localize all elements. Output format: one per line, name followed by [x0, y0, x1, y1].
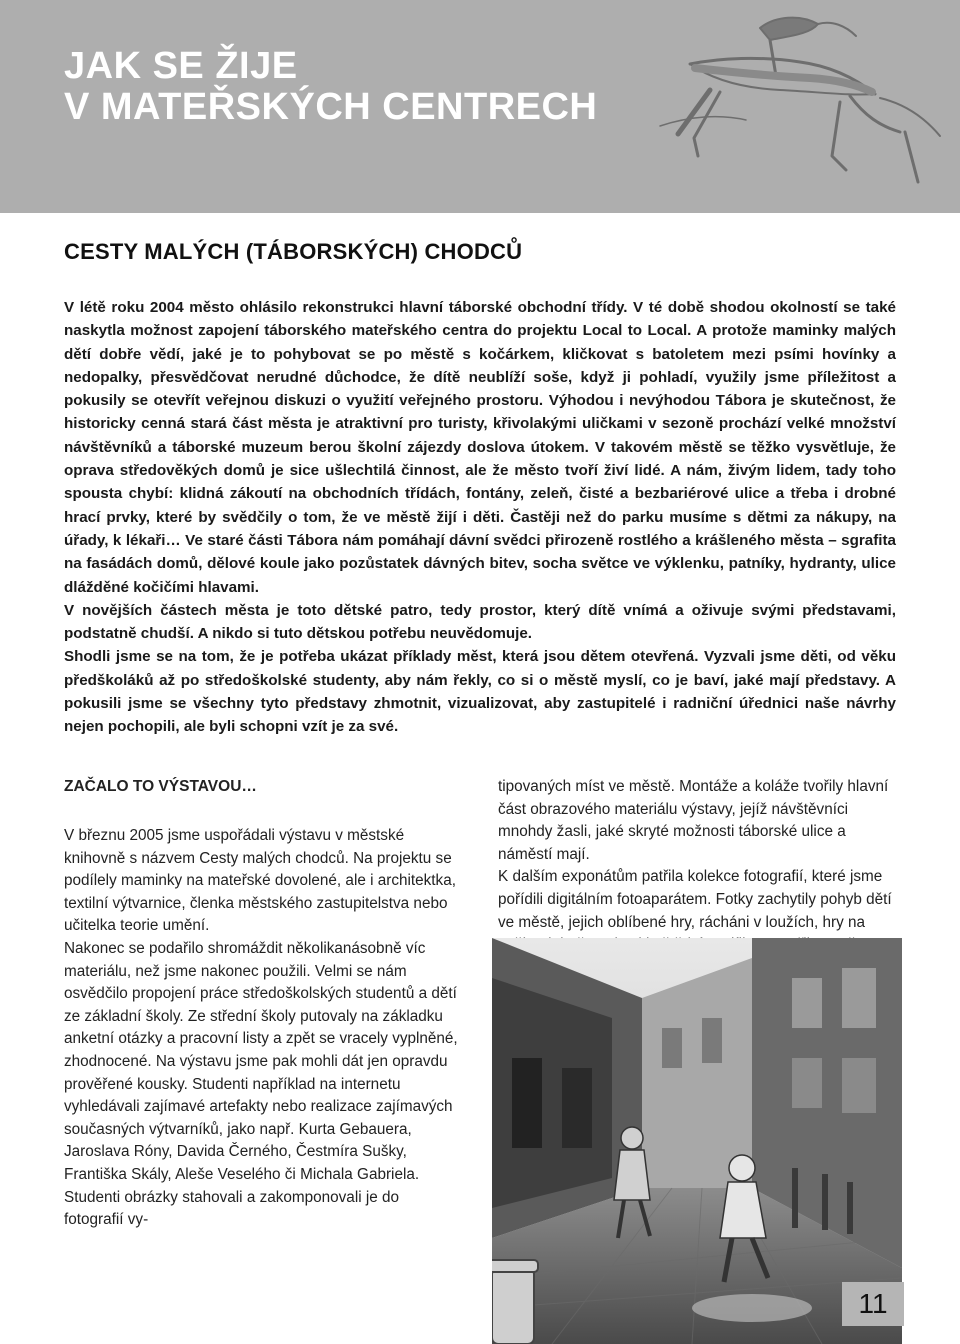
intro-text	[64, 296, 896, 739]
section-title: CESTY MALÝCH (TÁBORSKÝCH) CHODCŮ	[64, 239, 523, 264]
left-paragraph-1: V březnu 2005 jsme uspořádali výstavu v městské knihovně s názvem Cesty malých chodců. Na projektu se podílely maminky na mateřské dovolené, ale i architektka, textilní výtvarnice, členka městského zastupitelstva nebo učitelka teorie umění.	[64, 827, 456, 935]
right-paragraph-2: K dalším exponátům patřila kolekce fotografií, které jsme pořídili digitálním fotoaparátem. Fotky zachytily pohyb dětí ve městě, jejich oblíbené hry, rácháni v loužích, hry na	[498, 868, 892, 931]
intro-paragraph-2: V novějších částech města je toto dětské patro, tedy prostor, který dítě vnímá a oživuje svými představami, podstatně chudší. A nikdo si tuto dětskou potřebu neuvědomuje.	[64, 601, 896, 643]
right-paragraph-1: tipovaných míst ve městě. Montáže a koláže tvořily hlavní část obrazového materiálu výstavy, jejíž návštěvníci mnohdy žasli, jaké skryté možnosti táborské ulice a náměstí mají.	[498, 778, 889, 863]
intro-paragraph-1: V létě roku 2004 město ohlásilo rekonstrukci hlavní táborské obchodní třídy. V té době shodou okolností se také naskytla možnost zapojení táborského mateřského centra do projektu Local to Local. A protože maminky malých dětí dobře vědí, jaké je to pohybovat se po městě s kočárkem, kličkovat s batoletem mezi psími hovínky a nedopalky, přesvědčovat nerudné důchodce, že dítě neublíží soše, když ji pohladí, využily jsme příležitost a pokusily se otevřít veřejnou diskuzi o využití veřejného prostoru. Výhodou i nevýhodou Tábora je skutečnost, že historicky cenná stará část města je atraktivní pro turisty, křivolakými uličkami v sezoně prochází velké množství návštěvníků a táborské muzeum berou školní zájezdy doslova útokem. V takovém městě se těžko vysvětluje, že oprava středověkých domů je sice ušlechtilá činnost, ale že město tvoří živí lidé. A nám, živým lidem, tady toho spousta chybí: klidná zákoutí na obchodních třídách, fontány, zeleň, čisté a bezbariérové ulice a třeba i drobné hrací prvky, které by svědčily o tom, že ve městě žijí i děti. Častěji než do parku musíme s dětmi za nákupy, na úřady, k lékaři… Ve staré části Tábora nám pomáhají dávní svědci přirozeně rostlého a krášleného města – sgrafita na fasádách domů, dělové koule jako pozůstatek dávných bitev, socha světce ve výklenku, patníky, hydranty, ulice dlážděné kočičími hlavami.	[64, 299, 896, 596]
page-number-box	[842, 1282, 904, 1326]
figure-doodle-illustration	[650, 6, 960, 206]
title-line-2: V MATEŘSKÝCH CENTRECH	[64, 86, 598, 128]
children-street-photo	[492, 938, 902, 1344]
left-paragraph-2: Nakonec se podařilo shromáždit několikanásobně víc materiálu, než jsme nakonec použili. Velmi se nám osvědčilo propojení práce středoškolských studentů a dětí ze základní školy. Ze střední školy putovaly na základku anketní otázky a pracovní listy a zpět se vracely vyplněné, zhodnocené. Na výstavu jsme pak mohli dát jen opravdu prověřené kousky. Studenti například na internetu vyhledávali zajímavé artefakty nebo realizace zajímavých současných výtvarníků, jako např. Kurta Gebauera, Jaroslava Róny, Davida Černého, Čestmíra Sušky, Františka Skály, Aleše Veselého či Michala Gabriela. Studenti obrázky stahovali a zakomponovali je do fotografií vy-	[64, 939, 458, 1229]
title-line-1: JAK SE ŽIJE	[64, 45, 298, 87]
left-column	[64, 776, 462, 1232]
page-number: 11	[858, 1288, 888, 1319]
intro-paragraph-3: Shodli jsme se na tom, že je potřeba ukázat příklady měst, která jsou dětem otevřená. Vyzvali jsme děti, od věku předškoláků až po středoškolské studenty, aby nám řekly, co si o městě myslí, co je baví, jaké mají představy. A pokusili jsme se všechny tyto představy zhmotnit, vizualizovat, aby zastupitelé i radniční úřednici naše návrhy nejen pochopili, ale byli schopni vzít je za své.	[64, 648, 896, 736]
street-photo	[492, 938, 902, 1344]
column-heading: ZAČALO TO VÝSTAVOU…	[64, 778, 257, 795]
page-title	[64, 46, 597, 128]
